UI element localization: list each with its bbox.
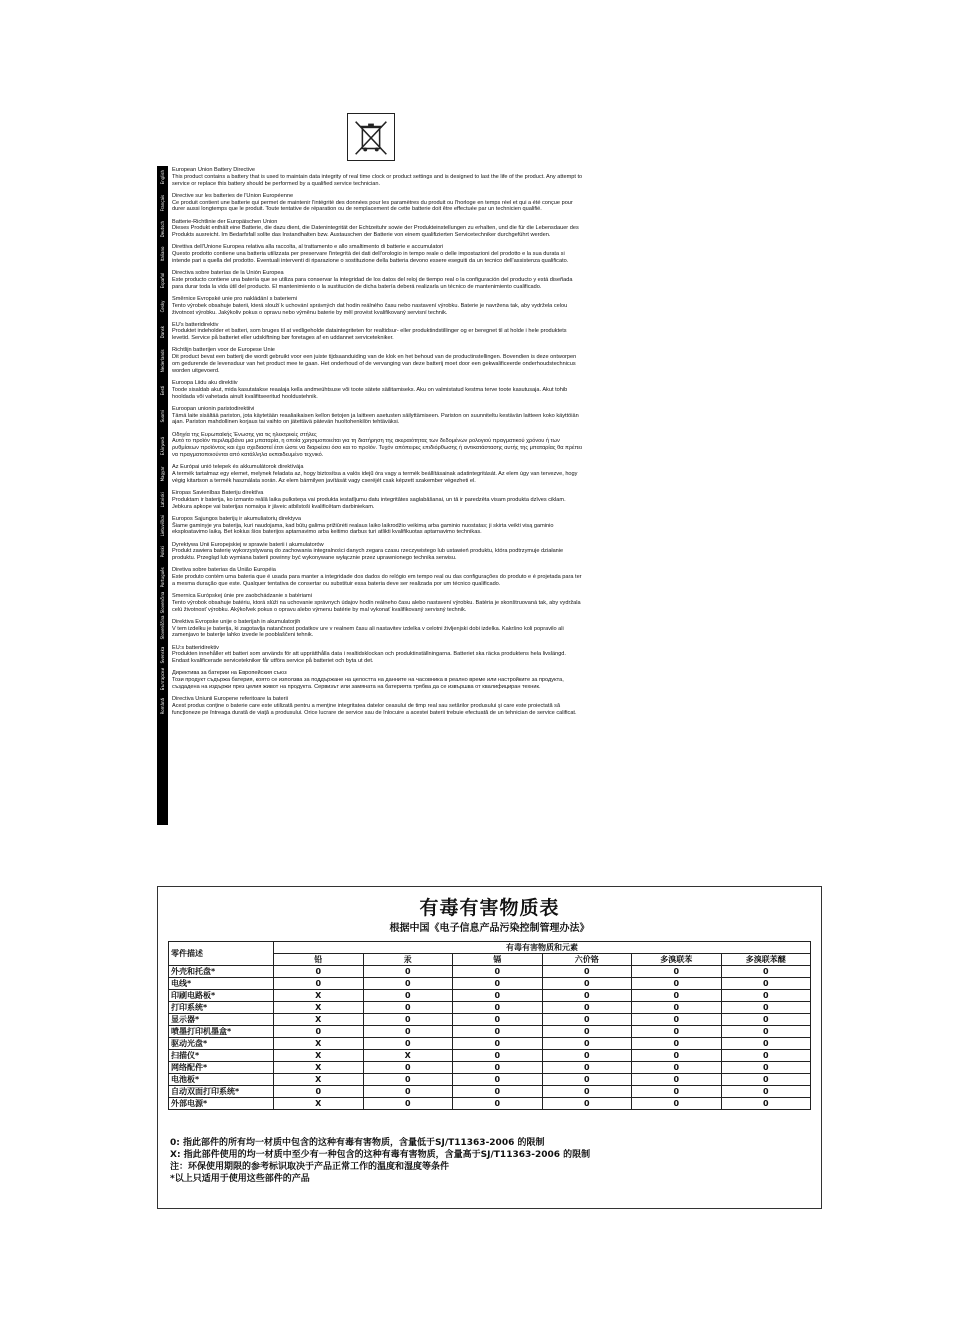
substance-value: X	[274, 1002, 364, 1014]
part-name: 自动双面打印系统*	[169, 1086, 274, 1098]
section-heading: Direttiva dell'Unione Europea relativa alla raccolta, al trattamento e allo smaltimento di batterie e accumulatori	[172, 244, 444, 251]
substance-value: 0	[274, 1086, 364, 1098]
part-name: 喷墨打印机墨盒*	[169, 1026, 274, 1038]
substance-value: 0	[721, 978, 811, 990]
substance-value: 0	[363, 1014, 453, 1026]
substance-value: 0	[542, 1002, 632, 1014]
section-heading: EU's batteridirektiv	[172, 321, 219, 328]
section-heading: Direktiva Evropske unije o baterijah in akumulatorjih	[172, 618, 301, 625]
language-label: Svenska	[160, 646, 165, 664]
substance-value: X	[274, 990, 364, 1002]
section-body: Този продукт съдържа батерия, която се използва за поддържане на целостта на данните на часовника в реално време или настройките за продукта, създадена на издържи през целия живот на продукта. Сервизът или замяната на батерията трябва да се извършва от квалифициран техник.	[172, 677, 564, 691]
part-header: 零件描述	[169, 942, 274, 966]
table-row	[169, 990, 811, 1002]
part-name: 驱动光盘*	[169, 1038, 274, 1050]
table-row	[169, 1062, 811, 1074]
language-label: Български	[160, 668, 165, 691]
substance-value: 0	[542, 978, 632, 990]
language-label: Latviski	[160, 492, 165, 508]
language-label: Deutsch	[160, 220, 165, 237]
substance-value: 0	[453, 966, 543, 978]
substance-value: X	[274, 1098, 364, 1110]
directive-section	[172, 490, 584, 510]
substance-value: 0	[632, 1002, 722, 1014]
substance-value: 0	[721, 990, 811, 1002]
directive-section	[172, 322, 584, 342]
table-row	[169, 1086, 811, 1098]
substance-value: 0	[721, 1014, 811, 1026]
substance-value: 0	[453, 978, 543, 990]
substance-value: 0	[632, 1050, 722, 1062]
substance-value: 0	[453, 1086, 543, 1098]
table-row	[169, 978, 811, 990]
substance-value: 0	[632, 966, 722, 978]
substance-value: 0	[632, 990, 722, 1002]
substance-value: 0	[721, 1050, 811, 1062]
section-body: Ce produit contient une batterie qui permet de maintenir l'intégrité des données pour les paramètres du produit ou l'horloge en temps réel et qui a été conçue pour durer aussi longtemps que le produit. Toute tentative de réparation ou de remplacement de cette batterie doit être effectuée par un technicien qualifié.	[172, 199, 573, 213]
language-label: English	[160, 169, 165, 185]
directive-section	[172, 219, 584, 239]
substance-value: 0	[721, 966, 811, 978]
table-note: *以上只适用于使用这些部件的产品	[170, 1174, 310, 1184]
directive-section	[172, 464, 584, 484]
language-label: Lietuviškai	[160, 514, 165, 537]
substance-value: 0	[363, 1086, 453, 1098]
section-body: Este produto contém uma bateria que é usada para manter a integridade dos dados do relógio em tempo real ou das configurações do produto e é projetada para ter a mesma duração que este. Qualquer tentativa de consertar ou substituir essa bateria deve ser realizada por um técnico qualificado.	[172, 574, 582, 587]
substance-header: 六价铬	[542, 954, 632, 966]
directive-section	[172, 645, 584, 665]
directive-section	[172, 270, 584, 290]
section-heading: Směrnice Evropské unie pro nakládání s bateriemi	[172, 295, 297, 302]
section-heading: European Union Battery Directive	[172, 167, 256, 173]
substance-value: 0	[542, 1086, 632, 1098]
table-row	[169, 1002, 811, 1014]
section-body: Αυτό το προϊόν περιλαμβάνει μια μπαταρία, η οποία χρησιμοποιείται για τη διατήρηση της ακεραιότητας των δεδομένων ρολογιού πραγματικού χρόνου ή των ρυθμίσεων προϊόντος και έχει σχεδιαστεί έτσι ώστε να διαρκέσει όσο και το προϊόν. Τυχόν απόπειρες επιδιόρθωσης ή αντικατάστασης αυτής της μπαταρίας θα πρέπει να πραγματοποιούνται από κατάλληλα εκπαιδευμένο τεχνικό.	[172, 438, 583, 458]
substance-value: 0	[721, 1038, 811, 1050]
part-name: 扫描仪*	[169, 1050, 274, 1062]
section-heading: Директива за батерии на Европейския съюз	[172, 670, 287, 677]
section-body: This product contains a battery that is used to maintain data integrity of real time clock or product settings and is designed to last the life of the product. Any attempt to service or replace this battery should be performed by a qualified service technician.	[172, 173, 583, 187]
table-row	[169, 1014, 811, 1026]
directive-section	[172, 593, 584, 613]
substance-header: 多溴联苯	[632, 954, 722, 966]
table-note: 注：环保使用期限的参考标识取决于产品正常工作的温度和湿度等条件	[170, 1162, 450, 1172]
directive-section	[172, 696, 584, 716]
language-label: Slovenčina	[160, 591, 165, 614]
section-heading: Diretiva sobre baterias da União Européia	[172, 567, 276, 574]
substance-value: 0	[542, 990, 632, 1002]
substance-value: 0	[542, 1050, 632, 1062]
substance-value: 0	[542, 1014, 632, 1026]
language-label: Português	[160, 567, 165, 588]
substance-value: 0	[453, 1026, 543, 1038]
directive-section	[172, 542, 584, 562]
substance-value: 0	[721, 1098, 811, 1110]
language-label: Ελληνικά	[160, 436, 165, 455]
directive-section	[172, 432, 584, 459]
substance-value: 0	[542, 1026, 632, 1038]
substance-value: 0	[632, 1038, 722, 1050]
language-label: Română	[160, 698, 165, 715]
language-label: Español	[160, 272, 165, 289]
substance-value: 0	[632, 978, 722, 990]
substance-value: 0	[721, 1026, 811, 1038]
directive-section	[172, 619, 584, 639]
table-row	[169, 1050, 811, 1062]
substance-value: 0	[721, 1062, 811, 1074]
part-name: 电池板*	[169, 1074, 274, 1086]
table-row	[169, 1038, 811, 1050]
substance-value: 0	[632, 1014, 722, 1026]
substance-value: 0	[542, 1038, 632, 1050]
substance-value: 0	[632, 1074, 722, 1086]
language-label: Italiano	[160, 247, 165, 262]
directive-section	[172, 567, 584, 587]
substance-value: 0	[542, 1074, 632, 1086]
section-body: Toode sisaldab akut, mida kasutatakse reaalaja kella andmeühtsuse või toote sätete säilitamiseks. Aku on valmistatud kestma terve toote kasutusaja. Akut tohib hooldada või vahetada ainult kvalifitseeritud hooldustehnik.	[172, 386, 568, 400]
substance-value: 0	[632, 1098, 722, 1110]
section-heading: Eiropas Savienības Bateriju direktīva	[172, 489, 264, 496]
substance-value: 0	[453, 1002, 543, 1014]
directive-section	[172, 244, 584, 264]
substance-value: 0	[363, 1002, 453, 1014]
section-heading: Smernica Európskej únie pre zaobchádzanie s batériami	[172, 593, 312, 600]
directive-section	[172, 296, 584, 316]
substance-value: 0	[721, 1002, 811, 1014]
substance-value: 0	[721, 1086, 811, 1098]
table-row	[169, 1098, 811, 1110]
substance-value: 0	[721, 1074, 811, 1086]
substance-value: 0	[453, 1098, 543, 1110]
section-heading: Directive sur les batteries de l'Union Européenne	[172, 192, 294, 199]
section-body: Tento výrobok obsahuje batériu, ktorá slúži na uchovanie správnych údajov hodín reálneho času alebo nastavení výrobku. Batéria je skonštruovaná tak, aby vydržala celú životnosť výrobku. Akýkoľvek pokus o opravu alebo výmenu batérie by mal vykonať kvalifikovaný servisný technik.	[172, 599, 581, 613]
substance-value: 0	[363, 990, 453, 1002]
section-body: Šiame gaminyje yra baterija, kuri naudojama, kad būtų galima prižiūrėti realaus laiko laikrodžio veikimą arba gaminio nuostatas; ji skirta veikti visą gaminio eksploatavimo laiką. Bet kokius šios baterijos aptarnavimo arba keitimo darbus turi atlikti kvalifikuotas aptarnavimo technikas.	[172, 522, 554, 536]
directive-section	[172, 380, 584, 400]
substance-value: 0	[363, 1038, 453, 1050]
section-body: Tämä laite sisältää pariston, jota käytetään reaaliaikaisen kellon tietojen ja laitteen asetusten säilyttämiseen. Pariston on suunniteltu kestävän laitteen koko käyttöiän ajan. Pariston mahdollinen korjaus tai vaihto on jätettävä pätevän huoltohenkilön tehtäväksi.	[172, 412, 579, 426]
substance-header: 汞	[363, 954, 453, 966]
substance-value: 0	[274, 1026, 364, 1038]
section-body: Produktam ir baterija, ko izmanto reālā laika pulksteņa vai produkta iestatījumu datu integritātes saglabāšanai, un tā ir paredzēta visam produkta dzīves ciklam. Jebkura apkope vai baterijas nomaiņa ir jāveic atbilstoši kvalificētam darbiniekam.	[172, 496, 566, 510]
language-label: Nederlands	[160, 349, 165, 373]
table-title: 有毒有害物质表	[419, 897, 560, 919]
part-name: 打印系统*	[169, 1002, 274, 1014]
substance-value: 0	[453, 990, 543, 1002]
language-label: Eesti	[160, 385, 165, 396]
part-name: 外部电源*	[169, 1098, 274, 1110]
battery-directive-sections	[172, 167, 584, 722]
part-name: 显示器*	[169, 1014, 274, 1026]
directive-section	[172, 167, 584, 187]
substance-value: 0	[453, 1014, 543, 1026]
section-heading: Richtlijn batterijen voor de Europese Unie	[172, 347, 275, 354]
substance-value: 0	[542, 1098, 632, 1110]
section-heading: EU:s batteridirektiv	[172, 644, 219, 651]
substance-value: 0	[363, 1098, 453, 1110]
part-name: 印刷电路板*	[169, 990, 274, 1002]
directive-section	[172, 516, 584, 536]
substance-value: 0	[453, 1038, 543, 1050]
section-body: Produkt zawiera baterię wykorzystywaną do zachowania integralności danych zegara czasu rzeczywistego lub ustawień produktu, która podtrzymuje działanie produktu. Przegląd lub wymiana baterii powinny być wykonywane wyłącznie przez uprawnionego technika serwisu.	[172, 548, 564, 562]
substance-value: 0	[363, 978, 453, 990]
substance-value: 0	[363, 966, 453, 978]
substance-value: X	[274, 1014, 364, 1026]
directive-section	[172, 193, 584, 213]
hazardous-substances-table-box	[157, 886, 822, 1209]
substance-value: 0	[363, 1062, 453, 1074]
table-subtitle: 根据中国《电子信息产品污染控制管理办法》	[389, 923, 590, 934]
section-body: Produktet indeholder et batteri, som bruges til at vedligeholde dataintegriteten for realtidsur- eller produktindstillinger og er beregnet til at holde i hele produktets levetid. Service på batteriet eller udskiftning bør foretages af en uddannet servicetekniker.	[172, 328, 567, 342]
substance-value: 0	[363, 1074, 453, 1086]
section-body: Questo prodotto contiene una batteria utilizzata per preservare l'integrità dei dati dell'orologio in tempo reale o delle impostazioni del prodotto e la sua durata si intende pari a quella del prodotto. Eventuali interventi di riparazione o sostituzione della batteria devono essere eseguiti da un tecnico dell'assistenza qualificato.	[172, 251, 569, 264]
language-strip	[157, 166, 168, 825]
table-row	[169, 1026, 811, 1038]
section-heading: Az Európai unió telepek és akkumulátorok direktívája	[172, 464, 304, 471]
substance-value: 0	[274, 966, 364, 978]
part-name: 电线*	[169, 978, 274, 990]
section-heading: Directiva sobre baterías de la Unión Europea	[172, 270, 284, 277]
section-body: Acest produs conţine o baterie care este utilizată pentru a menţine integritatea datelor ceasului de timp real sau setărilor produsului şi care este proiectată să funcţioneze pe întreaga durată de viaţă a produsului. Orice lucrare de service sau de înlocuire a acestei baterii trebuie efectuată de un tehnician de service calificat.	[172, 703, 577, 716]
part-name: 网络配件*	[169, 1062, 274, 1074]
section-body: Produkten innehåller ett batteri som används för att upprätthålla data i realtidsklockan och produktinställningarna. Batteriet ska räcka produktens hela livslängd. Endast kvalificerade servicetekniker får utföra service på batteriet och byta ut det.	[172, 651, 566, 665]
substance-header: 镉	[453, 954, 543, 966]
language-label: Dansk	[160, 325, 165, 339]
language-label: Français	[160, 194, 165, 212]
substance-header: 铅	[274, 954, 364, 966]
substance-value: 0	[274, 978, 364, 990]
hazardous-substances-table	[168, 941, 811, 1110]
group-header: 有毒有害物质和元素	[274, 942, 811, 954]
section-body: A termék tartalmaz egy elemet, melynek feladata az, hogy biztosítsa a valós idejű óra vagy a termék beállításainak adatintegritását. Az elem úgy van tervezve, hogy végig kitartson a termék használata során. Az elem bármilyen javítását vagy cseréjét csak képzett szakember végezheti el.	[172, 470, 578, 484]
language-label: Suomi	[160, 409, 165, 423]
section-heading: Batterie-Richtlinie der Europäischen Union	[172, 218, 278, 225]
substance-value: X	[363, 1050, 453, 1062]
language-label: Polski	[160, 546, 165, 558]
section-body: Este producto contiene una batería que se utiliza para conservar la integridad de los datos del reloj de tiempo real o la configuración del producto y está diseñada para durar toda la vida útil del producto. El mantenimiento o la sustitución de dicha batería deberá realizarla un técnico de mantenimiento cualificado.	[172, 276, 573, 290]
section-heading: Directiva Uniunii Europene referitoare la baterii	[172, 696, 288, 703]
section-heading: Euroopa Liidu aku direktiiv	[172, 380, 238, 387]
table-note: X: 指此部件使用的均一材质中至少有一种包含的这种有毒有害物质，含量高于SJ/T11363-2006 的限制	[170, 1150, 591, 1160]
substance-value: X	[274, 1062, 364, 1074]
directive-section	[172, 347, 584, 374]
language-label: Magyar	[160, 466, 165, 482]
section-heading: Οδηγία της Ευρωπαϊκής Ένωσης για τις ηλεκτρικές στήλες	[172, 431, 317, 438]
substance-value: 0	[453, 1062, 543, 1074]
section-heading: Dyrektywa Unii Europejskiej w sprawie baterii i akumulatorów	[172, 541, 324, 548]
section-heading: Europos Sąjungos baterijų ir akumuliatorių direktyva	[172, 515, 302, 522]
section-body: V tem izdelku je baterija, ki zagotavlja natančnost podatkov ure v realnem času ali nastavitev izdelka v celotni življenjski dobi izdelka. Kakršno koli popravilo ali zamenjavo te baterije lahko izvede le pooblaščeni tehnik.	[172, 625, 564, 639]
substance-value: 0	[363, 1026, 453, 1038]
substance-value: 0	[542, 1062, 632, 1074]
substance-value: X	[274, 1074, 364, 1086]
section-body: Dit product bevat een batterij die wordt gebruikt voor een juiste tijdsaanduiding van de klok en het behoud van de productinstellingen. Bovendien is deze ontworpen om gedurende de levensduur van het product mee te gaan. Het onderhoud of de vervanging van deze batterij moet door een gekwalificeerde onderhoudstechnicus worden uitgevoerd.	[172, 354, 577, 374]
directive-section	[172, 670, 584, 690]
table-note: 0: 指此部件的所有均一材质中包含的这种有毒有害物质，含量低于SJ/T11363-2006 的限制	[170, 1138, 545, 1148]
section-body: Tento výrobek obsahuje baterii, která slouží k uchování správných dat hodin reálného času nebo nastavení výrobku. Baterie je navržena tak, aby vydržela celou životnost výrobku. Jakýkoliv pokus o opravu nebo výměnu baterie by měl provést kvalifikovaný servisní technik.	[172, 302, 568, 316]
substance-value: 0	[453, 1074, 543, 1086]
language-label: Slovenščina	[160, 615, 165, 640]
substance-value: X	[274, 1050, 364, 1062]
part-name: 外壳和托盘*	[169, 966, 274, 978]
table-notes	[170, 1137, 810, 1185]
substance-value: 0	[632, 1026, 722, 1038]
substance-value: 0	[632, 1086, 722, 1098]
substance-header: 多溴联苯醚	[721, 954, 811, 966]
substance-value: 0	[453, 1050, 543, 1062]
substance-value: X	[274, 1038, 364, 1050]
section-heading: Euroopan unionin paristodirektiivi	[172, 405, 255, 412]
table-row	[169, 1074, 811, 1086]
substance-value: 0	[542, 966, 632, 978]
section-body: Dieses Produkt enthält eine Batterie, die dazu dient, die Datenintegrität der Echtzeituhr sowie der Produkteinstellungen zu erhalten, und die für die Lebensdauer des Produkts ausreicht. Im Bedarfsfall sollte das Instandhalten bzw. Austauschen der Batterie von einem qualifizierten Servicetechniker durchgeführt werden.	[172, 225, 579, 239]
substance-value: 0	[632, 1062, 722, 1074]
directive-section	[172, 406, 584, 426]
language-label: Česky	[160, 300, 165, 313]
crossed-out-wheelie-bin-icon	[347, 113, 395, 161]
table-row	[169, 966, 811, 978]
